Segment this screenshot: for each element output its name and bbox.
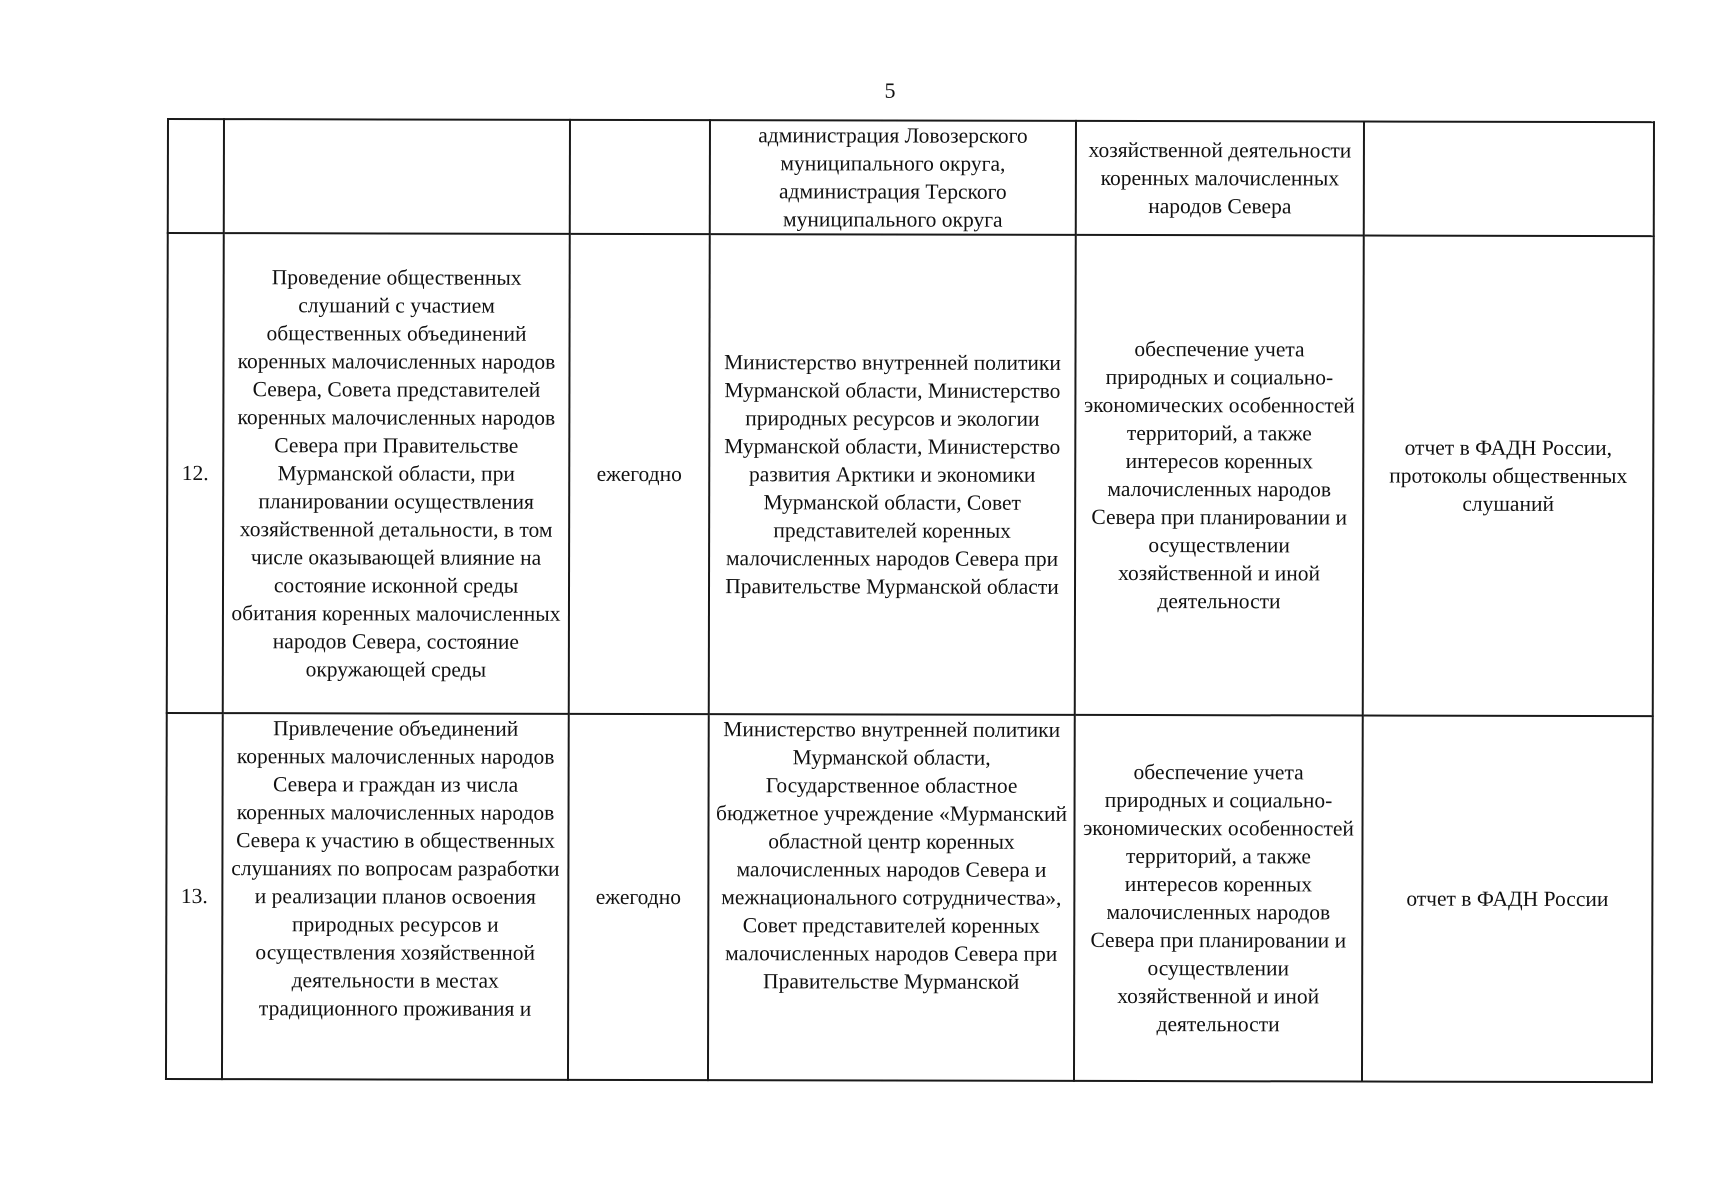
table-row: [168, 119, 1654, 236]
event-cell: [224, 119, 570, 234]
result-cell: обеспечение учета природных и социально-экономических особенностей территорий, а также интересов коренных малочисленных народов Севера при планировании и осуществлении хозяйственной и иной деятельности: [1074, 715, 1363, 1082]
report-cell: отчет в ФАДН России: [1362, 716, 1653, 1083]
event-cell-text: Привлечение объединений коренных малочисленных народов Севера и граждан из числа коренных малочисленных народов Севера к участию в общественных слушаниях по вопросам разработки и реализации планов освоения природных ресурсов и осуществления хозяйственной деятельности в местах традиционного проживания и: [231, 716, 560, 1021]
event-cell: Проведение общественных слушаний с участием общественных объединений коренных малочисленных народов Севера, Совета представителей коренных малочисленных народов Севера при Правительстве Мурманской области, при планировании осуществления хозяйственной детальности, в том числе оказывающей влияние на состояние исконной среды обитания коренных малочисленных народов Севера, состояние окружающей среды: [223, 233, 570, 714]
measures-table: [165, 118, 1655, 1083]
period-cell: ежегодно: [569, 234, 710, 714]
period-cell: ежегодно: [568, 714, 709, 1080]
report-cell: [1364, 122, 1654, 237]
event-cell: [222, 713, 569, 1080]
table-row: [166, 713, 1653, 1082]
executors-cell: [708, 714, 1075, 1081]
row-number-cell: 13.: [166, 713, 223, 1079]
page-number: 5: [884, 78, 896, 103]
row-number-cell: 12.: [167, 233, 224, 713]
executors-cell: Министерство внутренней политики Мурманской области, Министерство природных ресурсов и экологии Мурманской области, Министерство развития Арктики и экономики Мурманской области, Совет представителей коренных малочисленных народов Севера при Правительстве Мурманской области: [709, 234, 1076, 715]
period-cell: [570, 120, 710, 234]
executors-cell-text: Министерство внутренней политики Мурманской области, Государственное областное бюджетное учреждение «Мурманский областной центр коренных малочисленных народов Севера и межнационального сотрудничества», Совет представителей коренных малочисленных народов Севера при Правительстве Мурманской: [716, 717, 1068, 994]
executors-cell: администрация Ловозерского муниципального округа, администрация Терского муниципального округа: [710, 120, 1076, 235]
report-cell: отчет в ФАДН России, протоколы общественных слушаний: [1363, 236, 1654, 717]
table-row: [167, 233, 1654, 716]
result-cell: хозяйственной деятельности коренных малочисленных народов Севера: [1076, 121, 1364, 236]
result-cell: обеспечение учета природных и социально-экономических особенностей территорий, а также интересов коренных малочисленных народов Севера при планировании и осуществлении хозяйственной и иной деятельности: [1075, 235, 1364, 716]
row-number-cell: [168, 119, 224, 233]
